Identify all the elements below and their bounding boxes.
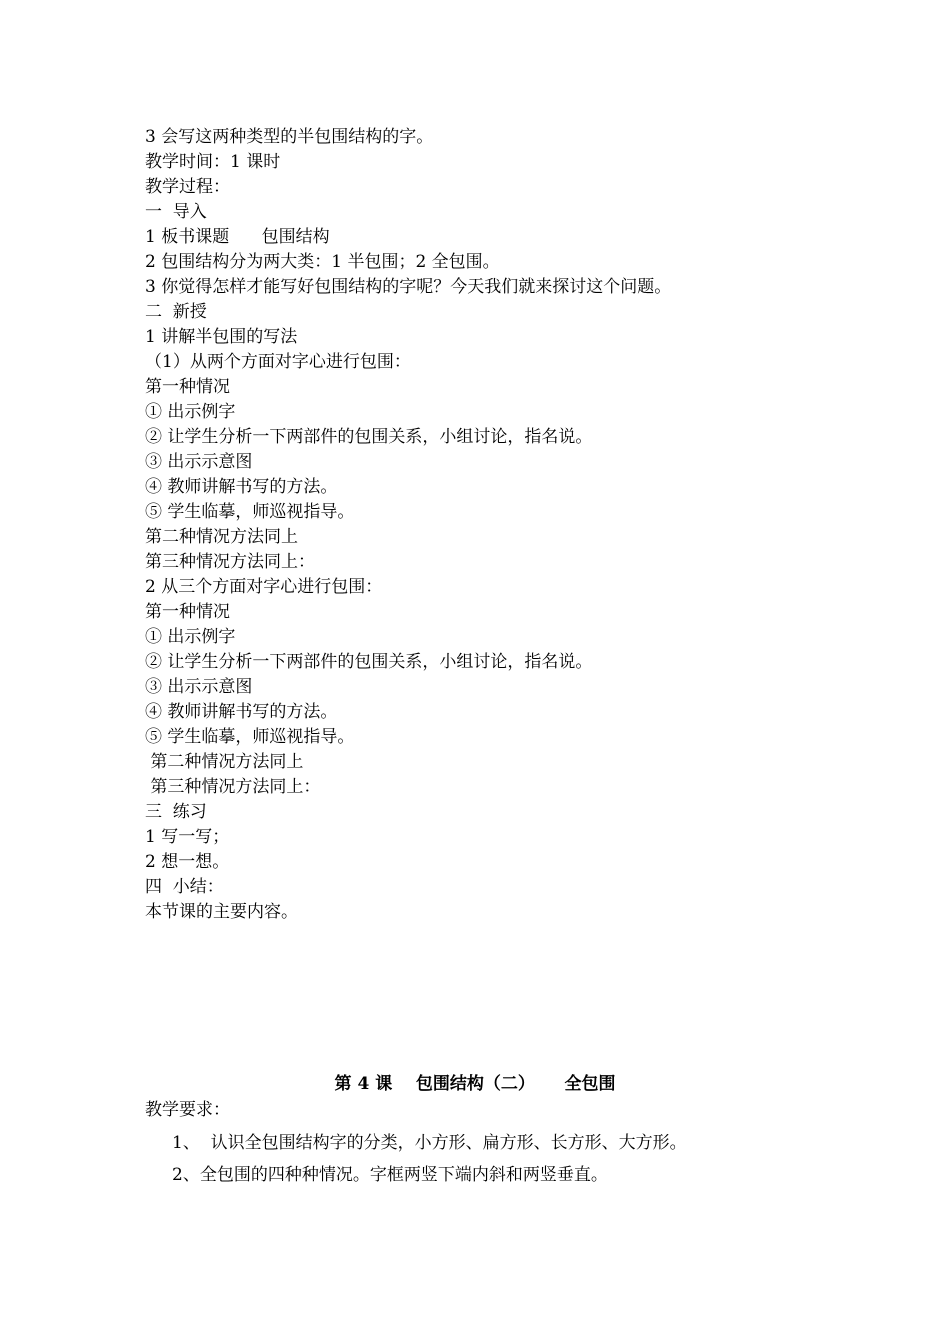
text-line: 教学时间：1 课时 <box>145 152 281 172</box>
requirements-label: 教学要求： <box>145 1100 230 1120</box>
requirement-item: 1、 认识全包围结构字的分类，小方形、扁方形、长方形、大方形。 <box>172 1133 687 1153</box>
text-line: 第三种情况方法同上： <box>145 777 321 797</box>
requirement-item: 2、全包围的四种种情况。字框两竖下端内斜和两竖垂直。 <box>172 1165 608 1185</box>
text-line: ③ 出示示意图 <box>145 677 253 697</box>
text-line: 本节课的主要内容。 <box>145 902 298 922</box>
text-line: ⑤ 学生临摹，师巡视指导。 <box>145 727 355 747</box>
text-line: ① 出示例字 <box>145 627 236 647</box>
text-line: 3 会写这两种类型的半包围结构的字。 <box>145 127 434 147</box>
text-line: 1 写一写； <box>145 827 230 847</box>
text-line: ① 出示例字 <box>145 402 236 422</box>
text-line: 2 从三个方面对字心进行包围： <box>145 577 383 597</box>
text-line: 1 讲解半包围的写法 <box>145 327 298 347</box>
text-line: ② 让学生分析一下两部件的包围关系，小组讨论，指名说。 <box>145 652 593 672</box>
text-line: 1 板书课题 包围结构 <box>145 227 330 247</box>
text-line: 2 包围结构分为两大类：1 半包围；2 全包围。 <box>145 252 500 272</box>
text-line: （1）从两个方面对字心进行包围： <box>145 352 411 372</box>
text-line: ③ 出示示意图 <box>145 452 253 472</box>
section-heading: 一 导入 <box>145 202 207 222</box>
text-line: 2 想一想。 <box>145 852 230 872</box>
text-line: 第二种情况方法同上 <box>145 752 304 772</box>
text-line: 教学过程： <box>145 177 230 197</box>
text-line: 第一种情况 <box>145 377 230 397</box>
text-line: 第二种情况方法同上 <box>145 527 298 547</box>
section-heading: 四 小结： <box>145 877 224 897</box>
section-heading: 三 练习 <box>145 802 207 822</box>
section-heading: 二 新授 <box>145 302 207 322</box>
text-line: ⑤ 学生临摹，师巡视指导。 <box>145 502 355 522</box>
text-line: 第三种情况方法同上： <box>145 552 315 572</box>
text-line: ② 让学生分析一下两部件的包围关系，小组讨论，指名说。 <box>145 427 593 447</box>
lesson-title: 第 4 课 包围结构（二） 全包围 <box>334 1074 616 1094</box>
text-line: 3 你觉得怎样才能写好包围结构的字呢？今天我们就来探讨这个问题。 <box>145 277 672 297</box>
text-line: ④ 教师讲解书写的方法。 <box>145 477 338 497</box>
text-line: ④ 教师讲解书写的方法。 <box>145 702 338 722</box>
text-line: 第一种情况 <box>145 602 230 622</box>
